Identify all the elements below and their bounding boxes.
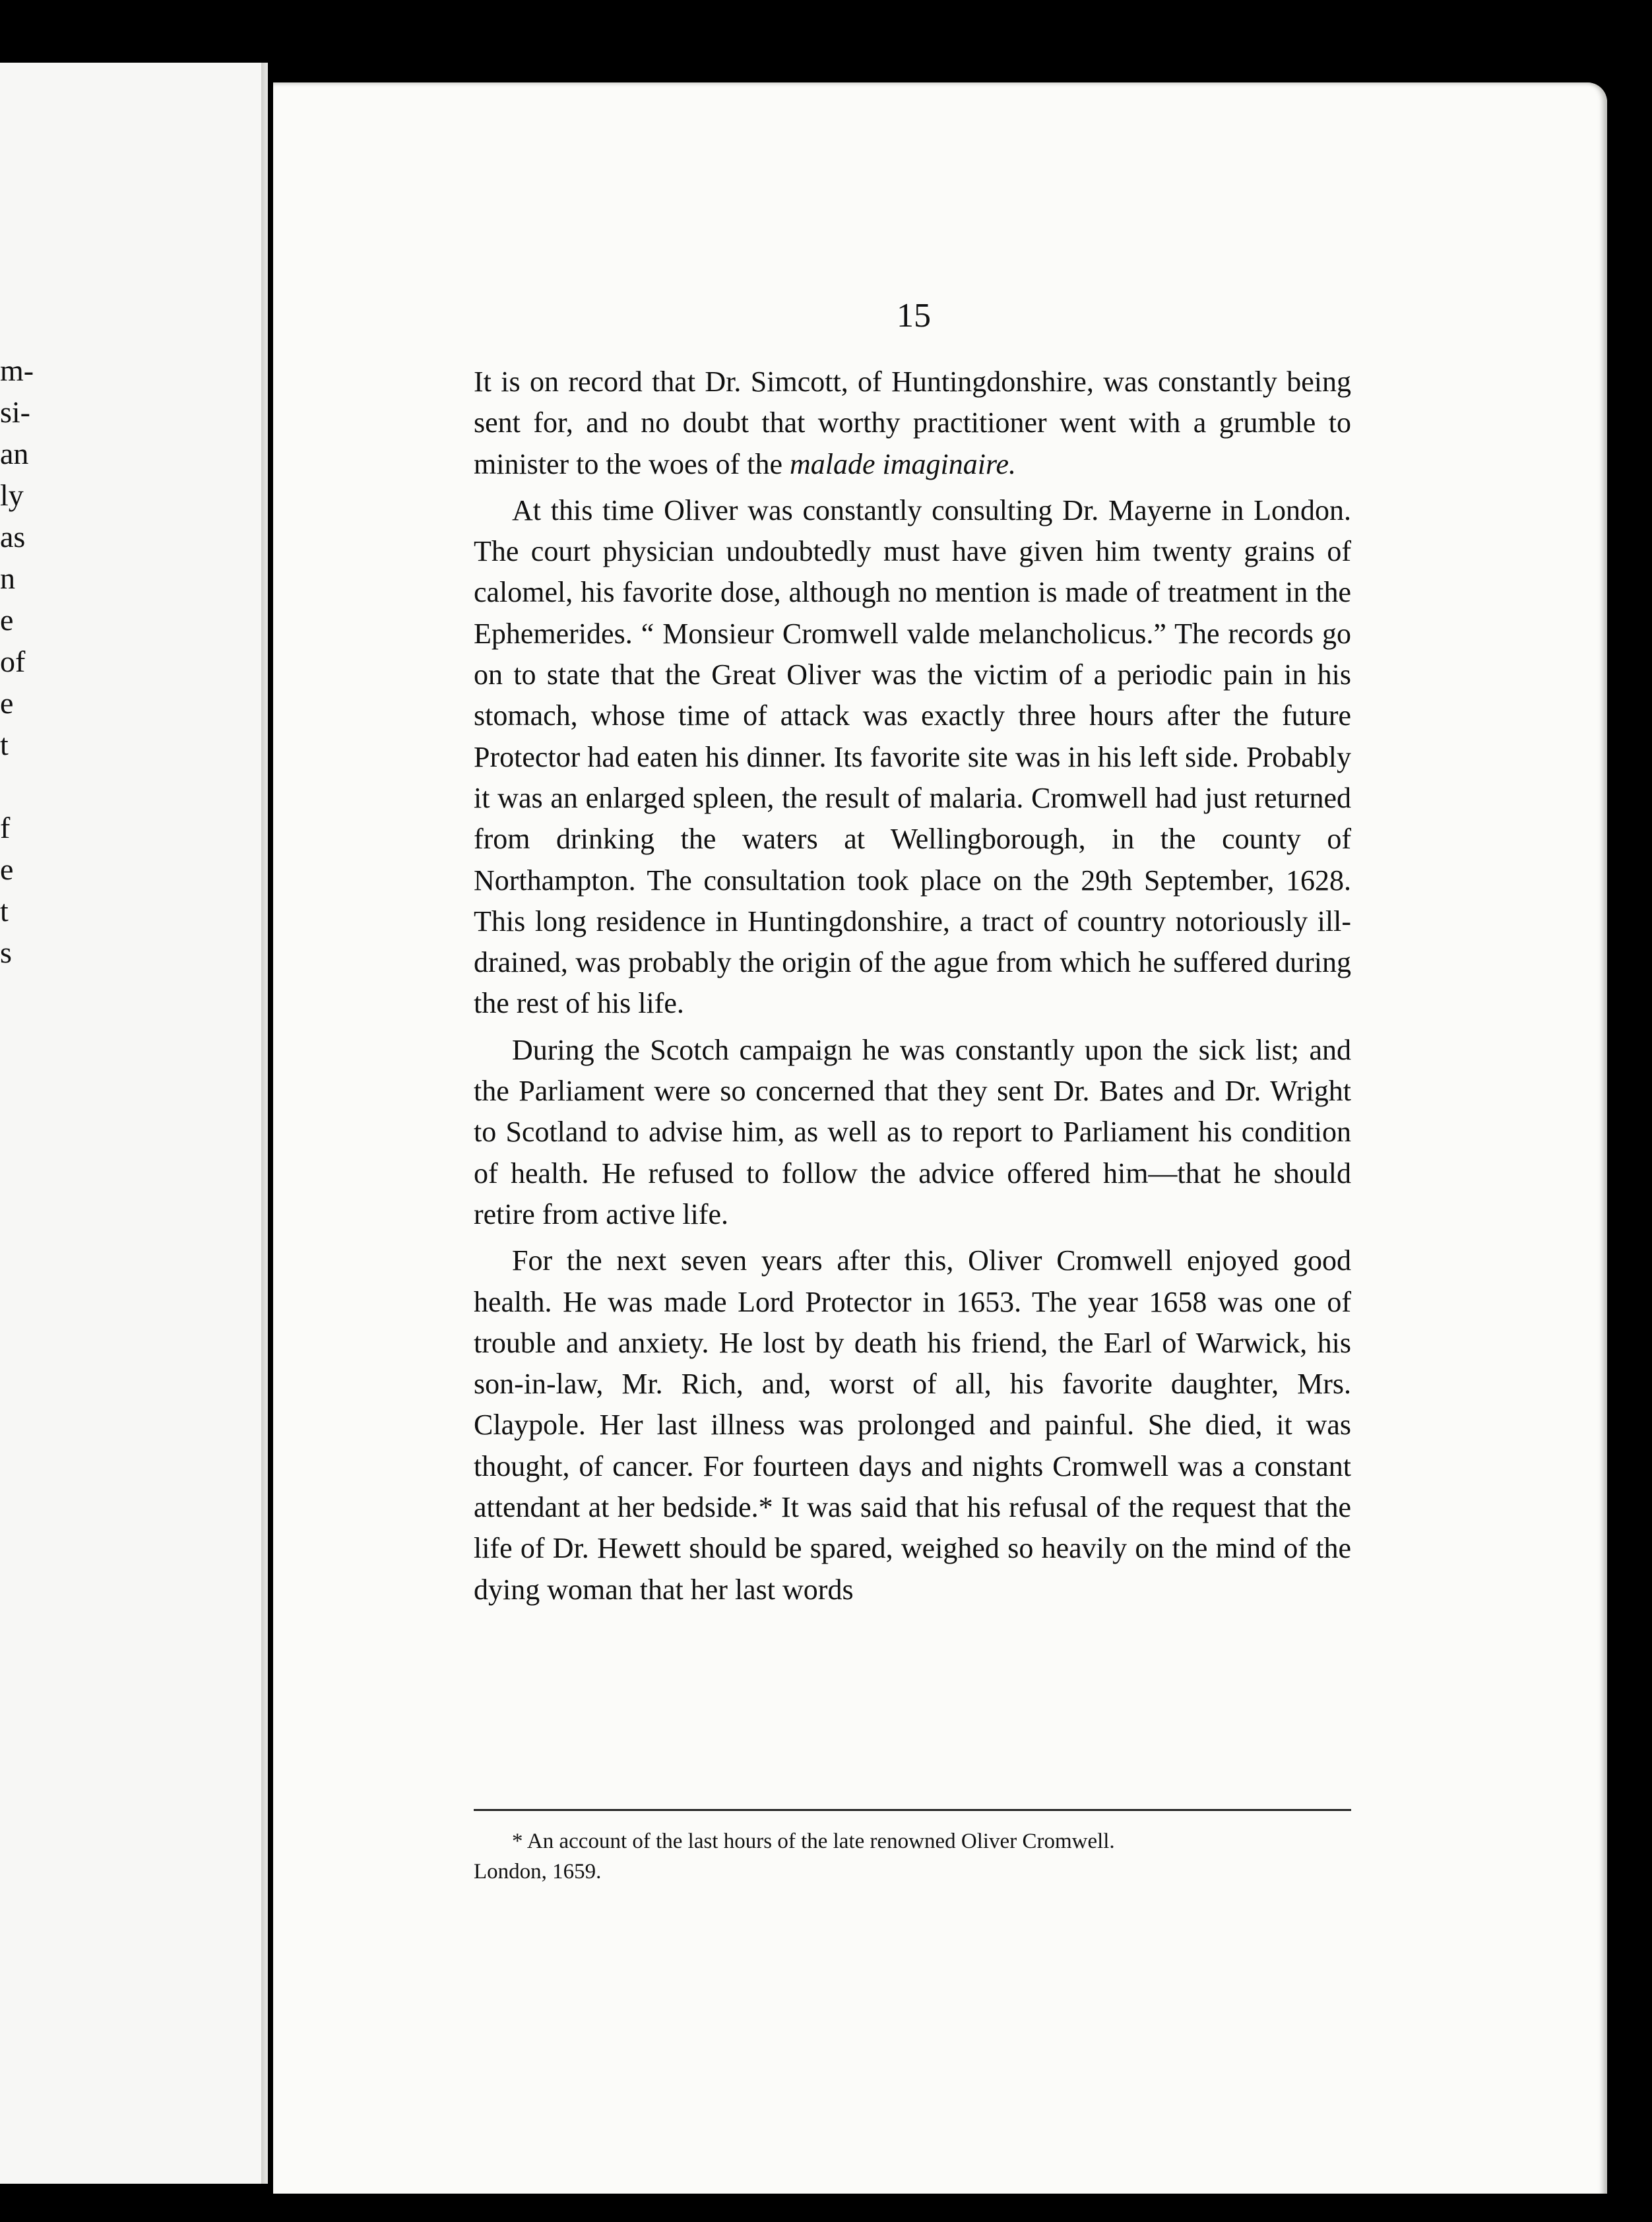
left-fragment: ly bbox=[0, 478, 24, 512]
left-page bbox=[0, 63, 265, 2184]
page-number: 15 bbox=[897, 297, 931, 334]
paragraph-1 bbox=[474, 362, 1351, 485]
paragraph-1-italic: malade imaginaire. bbox=[790, 447, 1017, 480]
footnote-line-1: * An account of the last hours of the late renowned Oliver Cromwell. bbox=[512, 1829, 1115, 1853]
left-fragment: m- bbox=[0, 354, 34, 387]
left-fragment: t bbox=[0, 728, 9, 761]
left-fragment: f bbox=[0, 811, 11, 844]
left-fragment: si- bbox=[0, 395, 30, 429]
left-fragment bbox=[0, 765, 40, 807]
paragraph-1-text: It is on record that Dr. Simcott, of Huntingdonshire, was constantly being sent for, and no doubt that worthy practitioner went with a grumble to minister to the woes of the bbox=[474, 365, 1351, 480]
left-fragment: of bbox=[0, 645, 26, 678]
footnote-divider bbox=[474, 1809, 1351, 1811]
left-fragment: as bbox=[0, 520, 26, 554]
paragraph-4: For the next seven years after this, Oliver Cromwell enjoyed good health. He was made Lord Protector in 1653. The year 1658 was one of trouble and anxiety. He lost by death his friend, the Earl of Warwick, his son-in-law, Mr. Rich, and, worst of all, his favorite daughter, Mrs. Claypole. Her last illness was prolonged and painful. She died, it was thought, of cancer. For fourteen days and nights Cromwell was a constant attendant at her bedside.* It was said that his refusal of the request that the life of Dr. Hewett should be spared, weighed so heavily on the mind of the dying woman that her last words bbox=[474, 1244, 1351, 1606]
left-fragment: s bbox=[0, 936, 12, 969]
left-fragment: an bbox=[0, 437, 29, 470]
left-fragment: e bbox=[0, 852, 14, 886]
left-fragment: t bbox=[0, 894, 9, 928]
left-fragment: n bbox=[0, 561, 15, 595]
left-fragment: e bbox=[0, 603, 14, 637]
paragraph-3: During the Scotch campaign he was constantly upon the sick list; and the Parliament were so concerned that they sent Dr. Bates and Dr. Wright to Scotland to advise him, as well as to report to Parliament his condition of health. He refused to follow the advice offered him—that he should retire from active life. bbox=[474, 1033, 1351, 1230]
footnote bbox=[474, 1826, 1351, 1887]
paragraph-2: At this time Oliver was constantly consulting Dr. Mayerne in London. The court physician undoubtedly must have given him twenty grains of calomel, his favorite dose, although no mention is made of treatment in the Ephemerides. “ Monsieur Cromwell valde melancholicus.” The records go on to state that the Great Oliver was the victim of a periodic pain in his stomach, whose time of attack was exactly three hours after the future Protector had eaten his dinner. Its favorite site was in his left side. Probably it was an enlarged spleen, the result of malaria. Cromwell had just returned from drinking the waters at Wellingborough, in the county of Northampton. The consultation took place on the 29th September, 1628. This long residence in Huntingdonshire, a tract of country notoriously ill-drained, was probably the origin of the ague from which he suffered during the rest of his life. bbox=[474, 493, 1351, 1020]
left-fragment: e bbox=[0, 686, 14, 720]
footnote-line-2: London, 1659. bbox=[474, 1860, 602, 1884]
left-page-text-fragments bbox=[0, 350, 40, 973]
book-gutter bbox=[261, 63, 268, 2184]
body-text bbox=[474, 362, 1351, 1610]
